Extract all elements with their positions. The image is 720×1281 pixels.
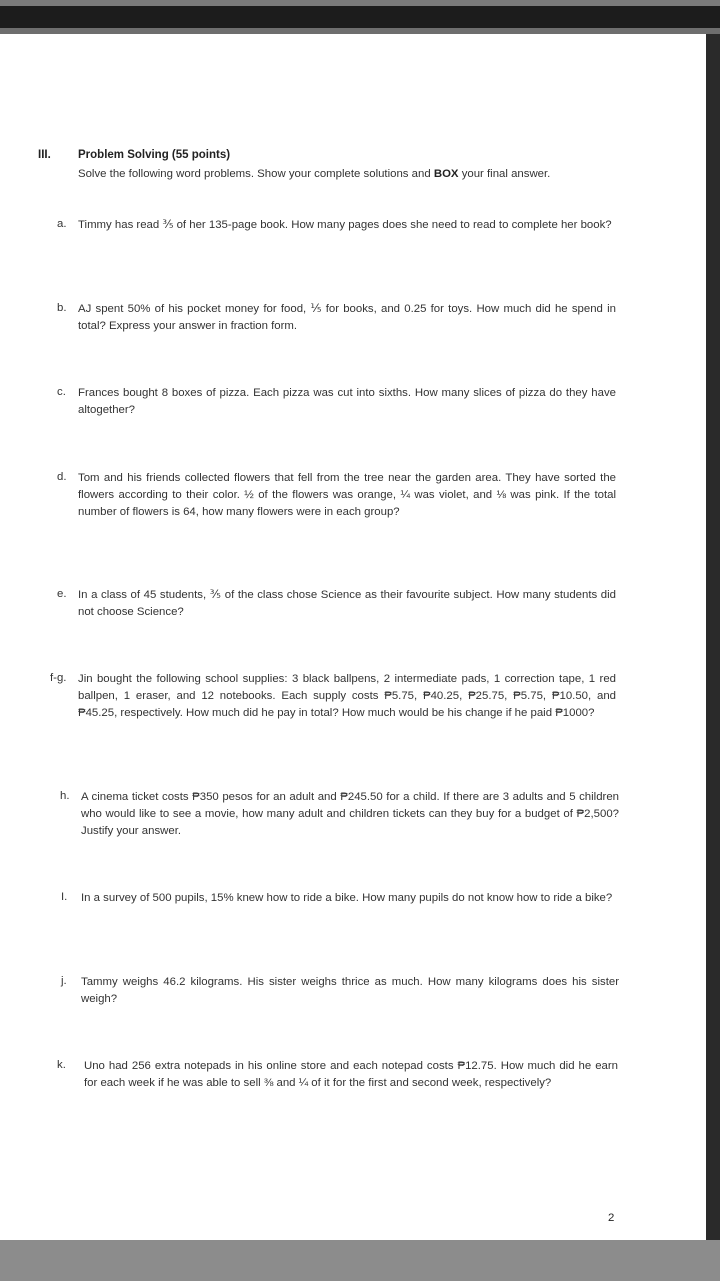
question-b-label: b. [57,302,67,314]
instruction-text-2: your final answer. [458,168,551,180]
question-k-text: Uno had 256 extra notepads in his online store and each notepad costs ₱12.75. How much did he earn for each week if he was able to sell ⅜ and ¼ of it for the first and second week, respectively? [84,1060,618,1089]
section-number: III. [38,149,51,161]
question-j-label: j. [61,975,67,987]
question-e-text: In a class of 45 students, ⅗ of the class chose Science as their favourite subject. How many students did not choose Science? [78,589,616,618]
question-a-label: a. [57,218,67,230]
question-d-label: d. [57,471,67,483]
question-fg-text: Jin bought the following school supplies: 3 black ballpens, 2 intermediate pads, 1 correction tape, 1 red ballpen, 1 eraser, and 12 notebooks. Each supply costs ₱5.75, ₱40.25, ₱25.75, ₱5.75, ₱10.50, and ₱45.25, respectively. How much did he pay in total? How much would be his change if he paid ₱1000? [78,673,616,719]
section-instruction [78,166,608,183]
question-h-label: h. [60,790,70,802]
question-j-text: Tammy weighs 46.2 kilograms. His sister weighs thrice as much. How many kilograms does his sister weigh? [81,976,619,1005]
section-title: Problem Solving (55 points) [78,149,231,161]
question-i-text: In a survey of 500 pupils, 15% knew how to ride a bike. How many pupils do not know how to ride a bike? [81,892,613,904]
page-number: 2 [608,1212,615,1224]
question-b-text: AJ spent 50% of his pocket money for food, ⅕ for books, and 0.25 for toys. How much did he spend in total? Express your answer in fraction form. [78,303,616,332]
document-page [0,34,706,1240]
bottom-gray-bar [0,1240,720,1281]
question-d-text: Tom and his friends collected flowers that fell from the tree near the garden area. They have sorted the flowers according to their color. ½ of the flowers was orange, ¼ was violet, and ⅛ was pink. If the total number of flowers is 64, how many flowers were in each group? [78,472,616,518]
right-page-edge [706,34,720,1240]
question-h-text: A cinema ticket costs ₱350 pesos for an adult and ₱245.50 for a child. If there are 3 adults and 5 children who would like to see a movie, how many adult and children tickets can they buy for a budget of ₱2,500? Justify your answer. [81,791,619,837]
question-c-label: c. [57,386,66,398]
top-dark-bar [0,6,720,28]
instruction-text-1: Solve the following word problems. Show your complete solutions and [78,168,434,180]
question-k-label: k. [57,1059,66,1071]
instruction-bold-box: BOX [433,168,459,180]
question-fg-label: f-g. [50,672,67,684]
question-i-label: I. [61,891,68,903]
question-e-label: e. [57,588,67,600]
question-a-text: Timmy has read ⅗ of her 135-page book. How many pages does she need to read to complete her book? [78,219,612,231]
question-c-text: Frances bought 8 boxes of pizza. Each pizza was cut into sixths. How many slices of pizza do they have altogether? [78,387,616,416]
